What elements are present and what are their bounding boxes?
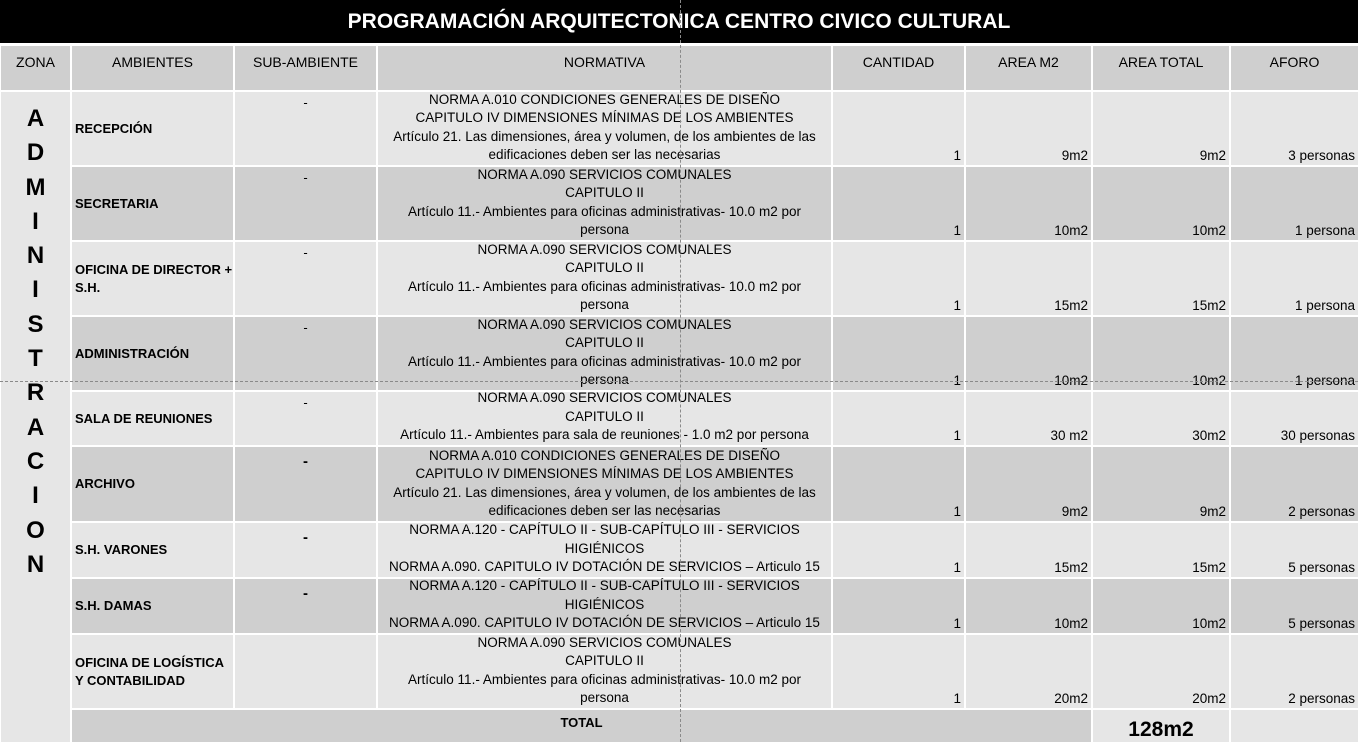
area-cell: 9m2 bbox=[966, 447, 1091, 521]
normativa-line: NORMA A.090 SERVICIOS COMUNALES bbox=[477, 390, 732, 406]
normativa-line: NORMA A.010 CONDICIONES GENERALES DE DISEÑO bbox=[428, 447, 781, 463]
normativa-line: Artículo 11.- Ambientes para oficinas administrativas- 10.0 m2 por bbox=[408, 353, 801, 369]
sub-ambiente-cell: - bbox=[235, 523, 376, 577]
area-total-cell: 10m2 bbox=[1093, 317, 1229, 390]
aforo-cell: 5 personas bbox=[1231, 523, 1358, 577]
zone-letter: A bbox=[26, 105, 45, 132]
area-cell: 10m2 bbox=[966, 317, 1091, 390]
header-ambientes: AMBIENTES bbox=[72, 46, 233, 90]
ambiente-cell: ARCHIVO bbox=[72, 447, 233, 521]
normativa-line: edificaciones deben ser las necesarias bbox=[488, 503, 721, 519]
ambiente-cell: SECRETARIA bbox=[72, 167, 233, 240]
zone-letter: D bbox=[26, 139, 45, 167]
zone-letter: N bbox=[26, 242, 45, 270]
cantidad-cell: 1 bbox=[833, 392, 964, 445]
sub-ambiente-cell: - bbox=[235, 447, 376, 521]
cantidad-cell: 1 bbox=[833, 635, 964, 708]
normativa-line: CAPITULO II bbox=[565, 260, 644, 276]
zone-letter: I bbox=[32, 482, 39, 510]
normativa-line: Artículo 11.- Ambientes para oficinas administrativas- 10.0 m2 por bbox=[408, 278, 801, 294]
sub-ambiente-cell: - bbox=[235, 392, 376, 445]
normativa-line: CAPITULO IV DIMENSIONES MÍNIMAS DE LOS AMBIENTES bbox=[415, 110, 794, 126]
zone-letter: S bbox=[27, 310, 44, 338]
normativa-line: CAPITULO II bbox=[565, 335, 644, 351]
total-value: 128m2 bbox=[1093, 710, 1229, 742]
zone-letter: M bbox=[25, 173, 46, 201]
zone-letter: I bbox=[32, 207, 39, 235]
sub-ambiente-cell: - bbox=[235, 167, 376, 240]
cantidad-cell: 1 bbox=[833, 242, 964, 315]
normativa-line: persona bbox=[580, 297, 629, 313]
normativa-line: edificaciones deben ser las necesarias bbox=[488, 147, 721, 163]
normativa-line: persona bbox=[580, 372, 629, 388]
area-cell: 10m2 bbox=[966, 167, 1091, 240]
normativa-line: NORMA A.120 - CAPÍTULO II - SUB-CAPÍTULO III - SERVICIOS bbox=[409, 522, 800, 538]
header-normativa: NORMATIVA bbox=[378, 46, 831, 90]
horizontal-guide-line bbox=[0, 381, 1358, 382]
zone-letter: N bbox=[26, 550, 45, 578]
total-empty-cell bbox=[1231, 710, 1358, 742]
sub-ambiente-cell bbox=[235, 635, 376, 708]
area-total-cell: 30m2 bbox=[1093, 392, 1229, 445]
normativa-line: Artículo 21. Las dimensiones, área y volumen, de los ambientes de las bbox=[393, 484, 816, 500]
cantidad-cell: 1 bbox=[833, 92, 964, 165]
normativa-line: NORMA A.090 SERVICIOS COMUNALES bbox=[477, 634, 732, 650]
ambiente-cell: OFICINA DE DIRECTOR + S.H. bbox=[72, 242, 233, 315]
normativa-line: CAPITULO II bbox=[565, 185, 644, 201]
normativa-line: persona bbox=[580, 222, 629, 238]
header-cantidad: CANTIDAD bbox=[833, 46, 964, 90]
normativa-cell bbox=[378, 523, 831, 577]
aforo-cell: 1 persona bbox=[1231, 242, 1358, 315]
area-cell: 9m2 bbox=[966, 92, 1091, 165]
zone-letter: T bbox=[28, 345, 43, 373]
cantidad-cell: 1 bbox=[833, 167, 964, 240]
normativa-cell bbox=[378, 167, 831, 240]
zone-cell bbox=[1, 92, 70, 742]
zone-letter: I bbox=[32, 276, 39, 304]
normativa-line: CAPITULO II bbox=[565, 653, 644, 669]
aforo-cell: 1 persona bbox=[1231, 167, 1358, 240]
area-total-cell: 20m2 bbox=[1093, 635, 1229, 708]
normativa-cell bbox=[378, 579, 831, 633]
normativa-cell bbox=[378, 392, 831, 445]
area-total-cell: 10m2 bbox=[1093, 579, 1229, 633]
area-cell: 10m2 bbox=[966, 579, 1091, 633]
aforo-cell: 3 personas bbox=[1231, 92, 1358, 165]
normativa-line: HIGIÉNICOS bbox=[564, 540, 645, 556]
cantidad-cell: 1 bbox=[833, 523, 964, 577]
zone-letter: A bbox=[26, 413, 45, 441]
sub-ambiente-cell: - bbox=[235, 317, 376, 390]
ambiente-cell: SALA DE REUNIONES bbox=[72, 392, 233, 445]
zone-letter: O bbox=[26, 516, 45, 544]
aforo-cell: 1 persona bbox=[1231, 317, 1358, 390]
area-total-cell: 15m2 bbox=[1093, 523, 1229, 577]
sub-ambiente-cell: - bbox=[235, 92, 376, 165]
cantidad-cell: 1 bbox=[833, 317, 964, 390]
normativa-line: NORMA A.090 SERVICIOS COMUNALES bbox=[477, 166, 732, 182]
normativa-line: HIGIÉNICOS bbox=[564, 596, 645, 612]
normativa-cell bbox=[378, 92, 831, 165]
normativa-line: Artículo 21. Las dimensiones, área y volumen, de los ambientes de las bbox=[393, 128, 816, 144]
normativa-line: NORMA A.090. CAPITULO IV DOTACIÓN DE SERVICIOS – Articulo 15 bbox=[389, 615, 820, 631]
normativa-line: Artículo 11.- Ambientes para oficinas administrativas- 10.0 m2 por bbox=[408, 203, 801, 219]
area-total-cell: 9m2 bbox=[1093, 447, 1229, 521]
normativa-line: NORMA A.120 - CAPÍTULO II - SUB-CAPÍTULO III - SERVICIOS bbox=[409, 578, 800, 594]
normativa-cell bbox=[378, 242, 831, 315]
cantidad-cell: 1 bbox=[833, 579, 964, 633]
normativa-line: NORMA A.090 SERVICIOS COMUNALES bbox=[477, 316, 732, 332]
header-area-total: AREA TOTAL bbox=[1093, 46, 1229, 90]
area-total-cell: 10m2 bbox=[1093, 167, 1229, 240]
normativa-cell bbox=[378, 447, 831, 521]
ambiente-cell: S.H. DAMAS bbox=[72, 579, 233, 633]
normativa-line: NORMA A.090. CAPITULO IV DOTACIÓN DE SERVICIOS – Articulo 15 bbox=[389, 559, 820, 575]
aforo-cell: 2 personas bbox=[1231, 447, 1358, 521]
ambiente-cell: RECEPCIÓN bbox=[72, 92, 233, 165]
normativa-line: Artículo 11.- Ambientes para sala de reuniones - 1.0 m2 por persona bbox=[400, 427, 809, 443]
header-zona: ZONA bbox=[1, 46, 70, 90]
zone-letter: C bbox=[26, 447, 45, 475]
area-cell: 20m2 bbox=[966, 635, 1091, 708]
normativa-line: CAPITULO IV DIMENSIONES MÍNIMAS DE LOS AMBIENTES bbox=[415, 466, 794, 482]
normativa-line: persona bbox=[580, 690, 629, 706]
normativa-line: Artículo 11.- Ambientes para oficinas administrativas- 10.0 m2 por bbox=[408, 671, 801, 687]
ambiente-cell: OFICINA DE LOGÍSTICA Y CONTABILIDAD bbox=[72, 635, 233, 708]
header-area: AREA M2 bbox=[966, 46, 1091, 90]
sub-ambiente-cell: - bbox=[235, 242, 376, 315]
normativa-line: NORMA A.090 SERVICIOS COMUNALES bbox=[477, 241, 732, 257]
area-cell: 30 m2 bbox=[966, 392, 1091, 445]
area-cell: 15m2 bbox=[966, 523, 1091, 577]
area-total-cell: 15m2 bbox=[1093, 242, 1229, 315]
ambiente-cell: S.H. VARONES bbox=[72, 523, 233, 577]
cantidad-cell: 1 bbox=[833, 447, 964, 521]
page-title: PROGRAMACIÓN ARQUITECTONICA CENTRO CIVICO CULTURAL bbox=[0, 0, 1358, 43]
area-total-cell: 9m2 bbox=[1093, 92, 1229, 165]
aforo-cell: 30 personas bbox=[1231, 392, 1358, 445]
aforo-cell: 5 personas bbox=[1231, 579, 1358, 633]
normativa-cell bbox=[378, 317, 831, 390]
header-sub: SUB-AMBIENTE bbox=[235, 46, 376, 90]
area-cell: 15m2 bbox=[966, 242, 1091, 315]
vertical-guide-line bbox=[680, 0, 681, 742]
normativa-line: NORMA A.010 CONDICIONES GENERALES DE DISEÑO bbox=[428, 91, 781, 107]
normativa-cell bbox=[378, 635, 831, 708]
header-aforo: AFORO bbox=[1231, 46, 1358, 90]
zone-letter: R bbox=[26, 379, 45, 407]
total-label: TOTAL bbox=[72, 710, 1091, 742]
sub-ambiente-cell: - bbox=[235, 579, 376, 633]
aforo-cell: 2 personas bbox=[1231, 635, 1358, 708]
ambiente-cell: ADMINISTRACIÓN bbox=[72, 317, 233, 390]
normativa-line: CAPITULO II bbox=[565, 408, 644, 424]
